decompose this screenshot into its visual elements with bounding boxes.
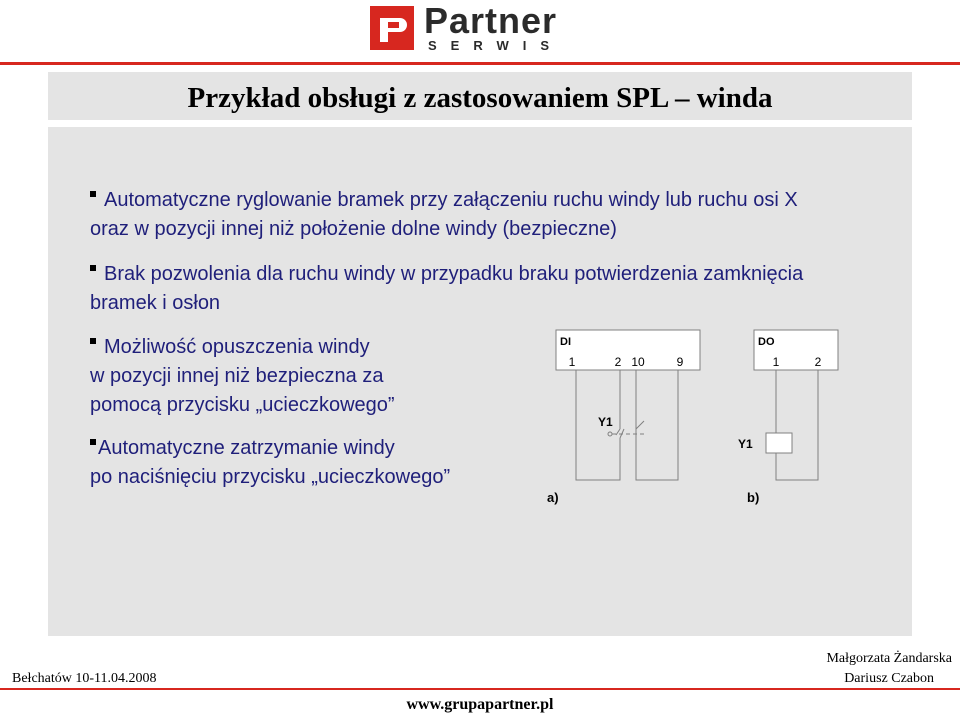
footer-author-2: Dariusz Czabon bbox=[844, 671, 934, 686]
footer-url: www.grupapartner.pl bbox=[406, 696, 554, 713]
bullet-marker bbox=[90, 338, 96, 344]
bullet-text: w pozycji innej niż bezpieczna za bbox=[90, 365, 384, 387]
contact-2 bbox=[636, 421, 644, 438]
bullet-text: bramek i osłon bbox=[90, 292, 221, 314]
caption-b: b) bbox=[747, 490, 760, 505]
di-terminal-2: 2 bbox=[614, 355, 622, 369]
di-terminal-10: 10 bbox=[631, 355, 645, 369]
bullet-marker bbox=[90, 265, 96, 271]
coil-box bbox=[766, 433, 792, 453]
footer-author-1: Małgorzata Żandarska bbox=[826, 651, 952, 666]
bullet-marker bbox=[90, 191, 96, 197]
bullet-text: Brak pozwolenia dla ruchu windy w przypadku braku potwierdzenia zamknięcia bbox=[104, 263, 804, 285]
bullet-text: Automatyczne zatrzymanie windy bbox=[98, 437, 395, 459]
wiring-diagram bbox=[540, 325, 850, 515]
bullet-text: Automatyczne ryglowanie bramek przy załączeniu ruchu windy lub ruchu osi X bbox=[104, 189, 798, 211]
page-title: Przykład obsługi z zastosowaniem SPL – winda bbox=[187, 82, 773, 114]
do-terminal-2: 2 bbox=[814, 355, 822, 369]
di-terminal-9: 9 bbox=[676, 355, 684, 369]
bullet-item-2 bbox=[90, 260, 803, 318]
footer-location-date: Bełchatów 10-11.04.2008 bbox=[12, 671, 157, 686]
partner-logo-icon bbox=[370, 6, 414, 50]
do-terminal-1: 1 bbox=[772, 355, 780, 369]
switch-label: Y1 bbox=[598, 415, 613, 429]
footer-divider bbox=[0, 688, 960, 690]
di-terminal-1: 1 bbox=[568, 355, 576, 369]
bullet-marker bbox=[90, 439, 96, 445]
bullet-item-4 bbox=[90, 434, 450, 492]
wire-do-2 bbox=[776, 370, 818, 480]
logo-wordmark: Partner bbox=[424, 0, 558, 41]
diagram-b bbox=[738, 330, 838, 505]
bullet-text: po naciśnięciu przycisku „ucieczkowego” bbox=[90, 466, 451, 488]
header bbox=[0, 0, 960, 64]
bullet-item-1 bbox=[90, 186, 798, 244]
title-panel bbox=[48, 72, 912, 120]
logo-subtitle: SERWIS bbox=[428, 38, 564, 53]
partner-logo bbox=[370, 0, 595, 54]
switch-pushbutton-icon bbox=[608, 432, 612, 436]
bullet-text: Możliwość opuszczenia windy bbox=[104, 336, 370, 358]
header-divider bbox=[0, 62, 960, 65]
bullet-text: oraz w pozycji innej niż położenie dolne windy (bezpieczne) bbox=[90, 218, 617, 240]
do-module-label: DO bbox=[758, 336, 775, 348]
wire-loop-9-10 bbox=[636, 370, 678, 480]
caption-a: a) bbox=[547, 490, 559, 505]
di-module-label: DI bbox=[560, 336, 571, 348]
diagram-a bbox=[547, 330, 700, 505]
bullet-text: pomocą przycisku „ucieczkowego” bbox=[90, 394, 395, 416]
coil-label: Y1 bbox=[738, 437, 753, 451]
bullet-item-3 bbox=[90, 333, 395, 420]
